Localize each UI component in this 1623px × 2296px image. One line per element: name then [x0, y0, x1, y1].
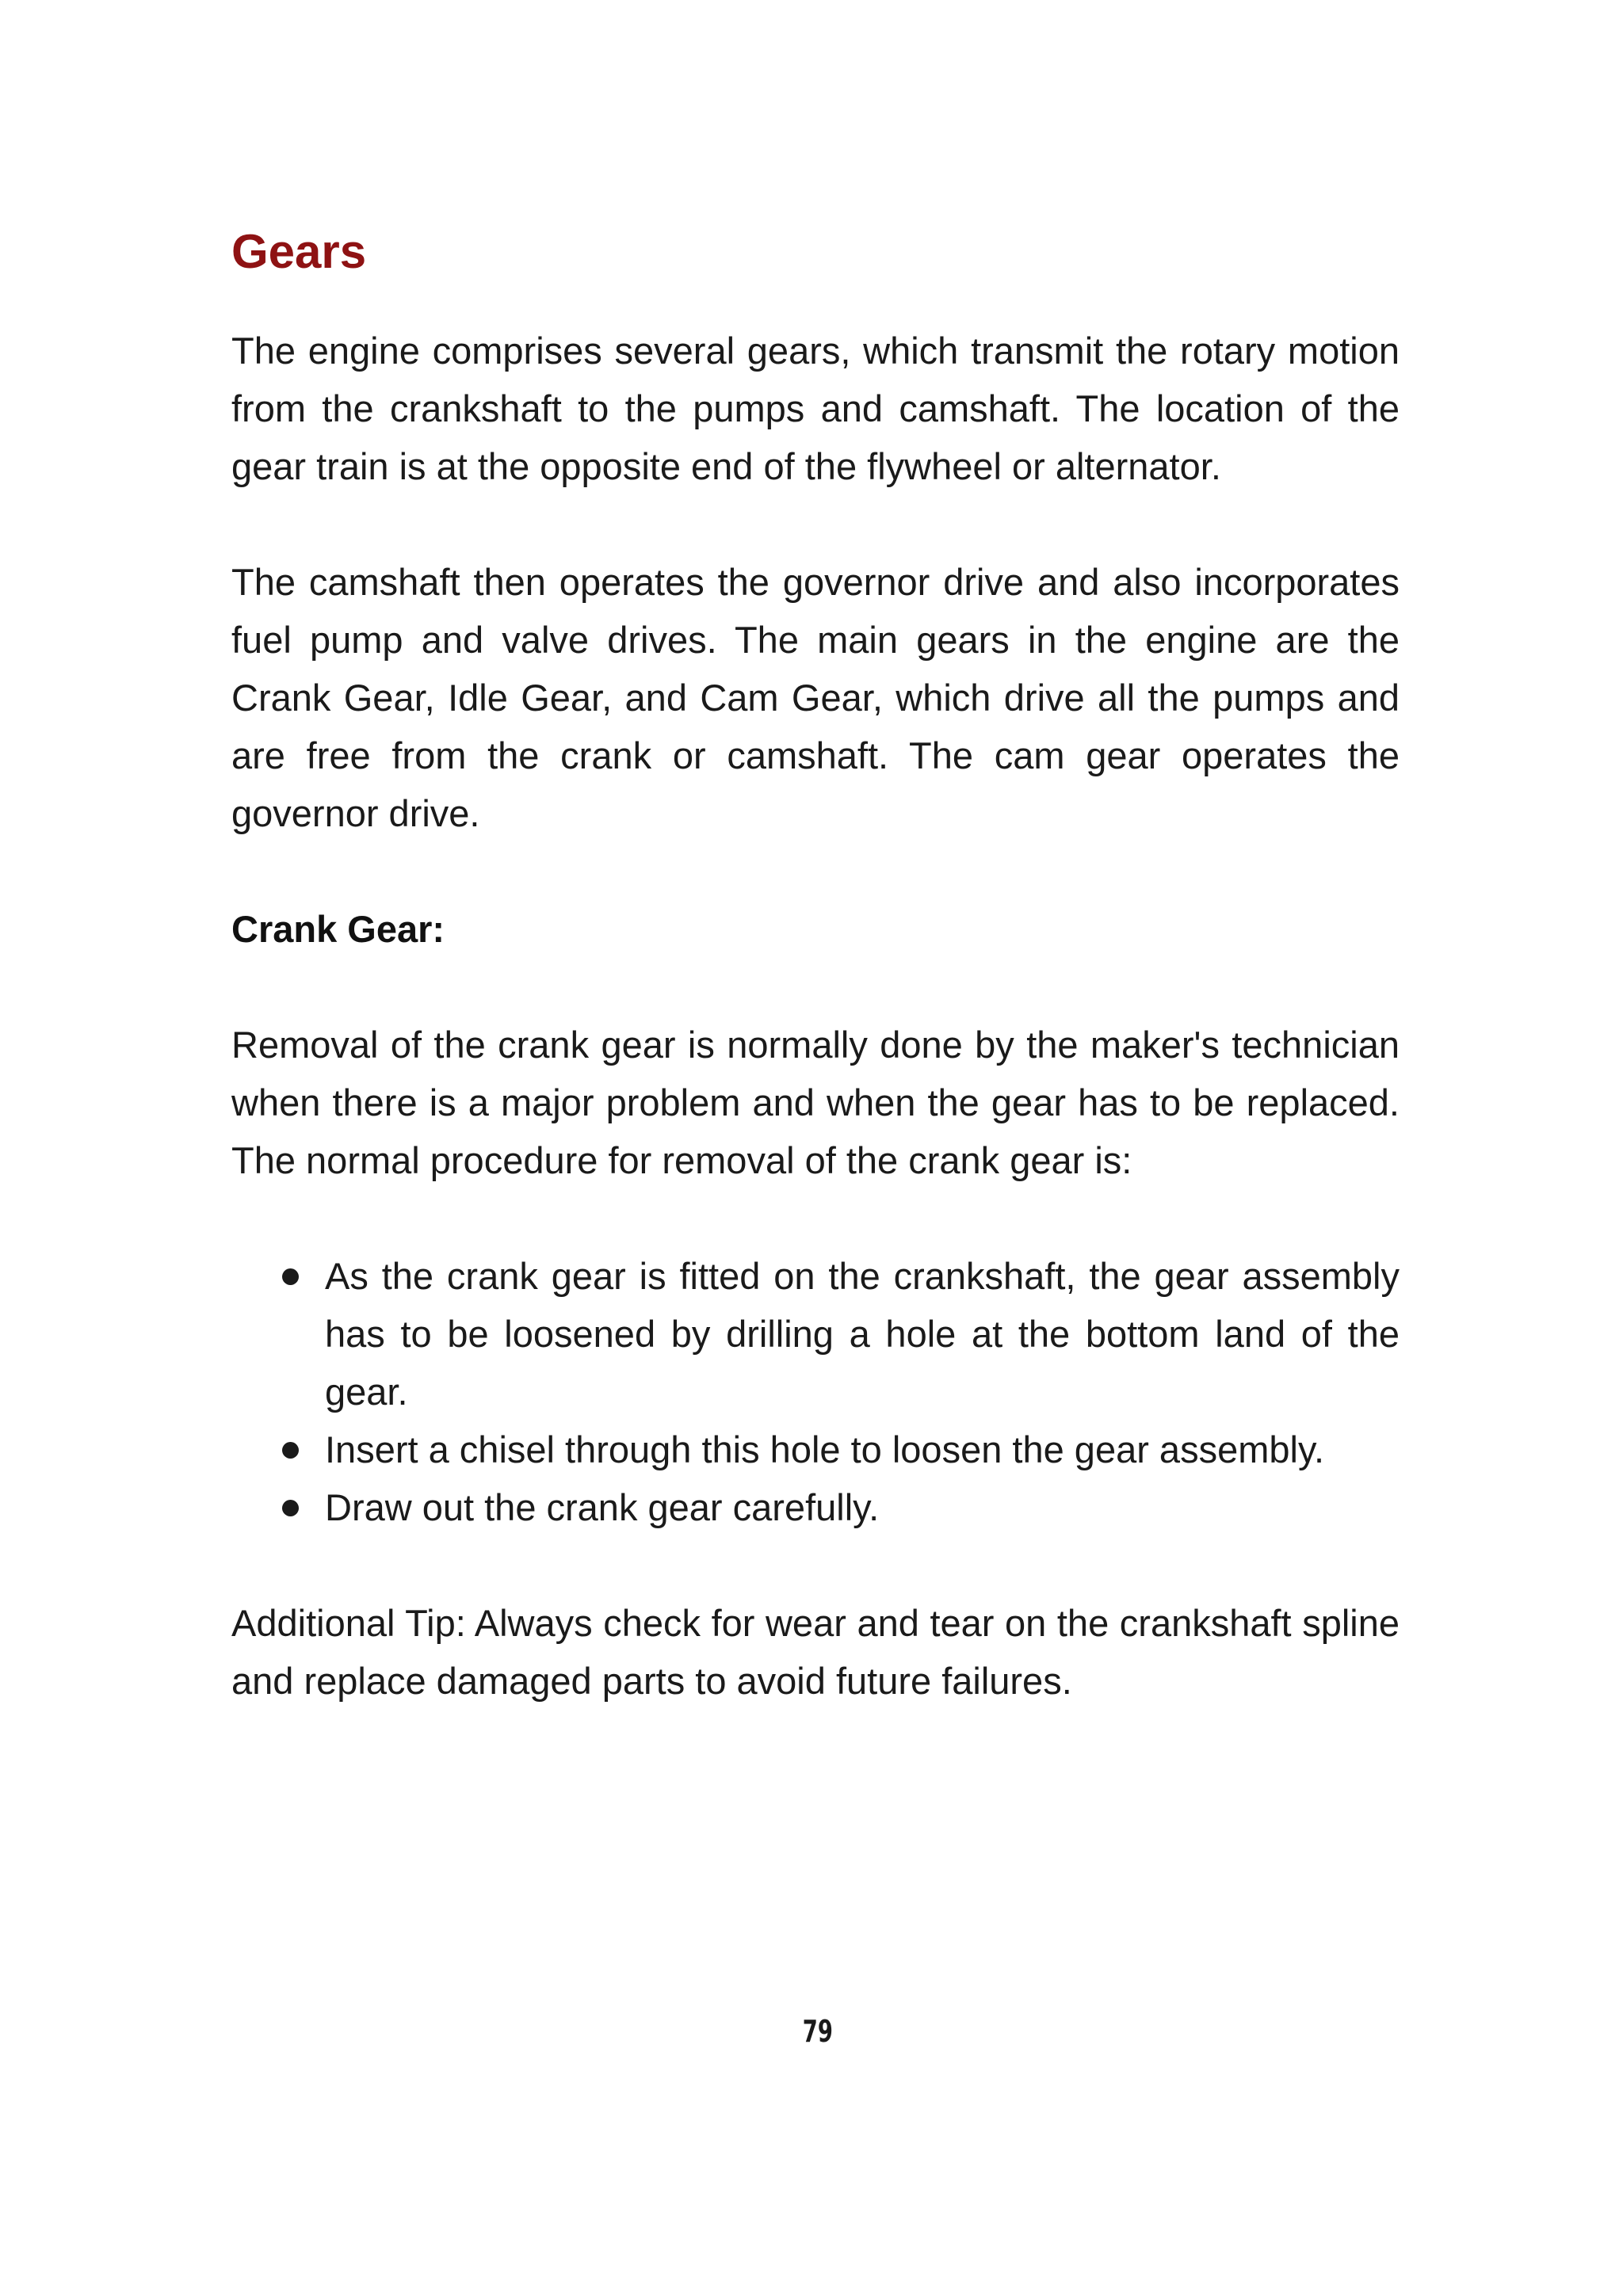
- procedure-list: [231, 1247, 1400, 1536]
- list-item: [231, 1478, 1400, 1536]
- intro-paragraph-2: The camshaft then operates the governor drive and also incorporates fuel pump and valve drives. The main gears in the engine are the Crank Gear, Idle Gear, and Cam Gear, which drive all the pumps and are free from the crank or camshaft. The cam gear operates the governor drive.: [231, 561, 1400, 834]
- list-item-text: As the crank gear is fitted on the crankshaft, the gear assembly has to be loosened by drilling a hole at the bottom land of the gear.: [325, 1255, 1400, 1413]
- additional-tip-paragraph: Additional Tip: Always check for wear and tear on the crankshaft spline and replace damaged parts to avoid future failures.: [231, 1602, 1400, 1702]
- list-item: [231, 1247, 1400, 1421]
- list-item-text: Insert a chisel through this hole to loosen the gear assembly.: [325, 1428, 1325, 1470]
- page-content: [231, 223, 1400, 1710]
- bullet-icon: [282, 1442, 299, 1459]
- section-intro-paragraph: Removal of the crank gear is normally done by the maker's technician when there is a major problem and when the gear has to be replaced. The normal procedure for removal of the crank gear is:: [231, 1024, 1400, 1181]
- bullet-icon: [282, 1500, 299, 1516]
- section-heading: Crank Gear:: [231, 908, 445, 950]
- page-number: 79: [802, 2014, 833, 2049]
- list-item-text: Draw out the crank gear carefully.: [325, 1486, 880, 1528]
- page-title: Gears: [231, 225, 367, 278]
- list-item: [231, 1421, 1400, 1478]
- bullet-icon: [282, 1268, 299, 1285]
- intro-paragraph-1: The engine comprises several gears, which transmit the rotary motion from the crankshaft to the pumps and camshaft. The location of the gear train is at the opposite end of the flywheel or alternator.: [231, 330, 1400, 487]
